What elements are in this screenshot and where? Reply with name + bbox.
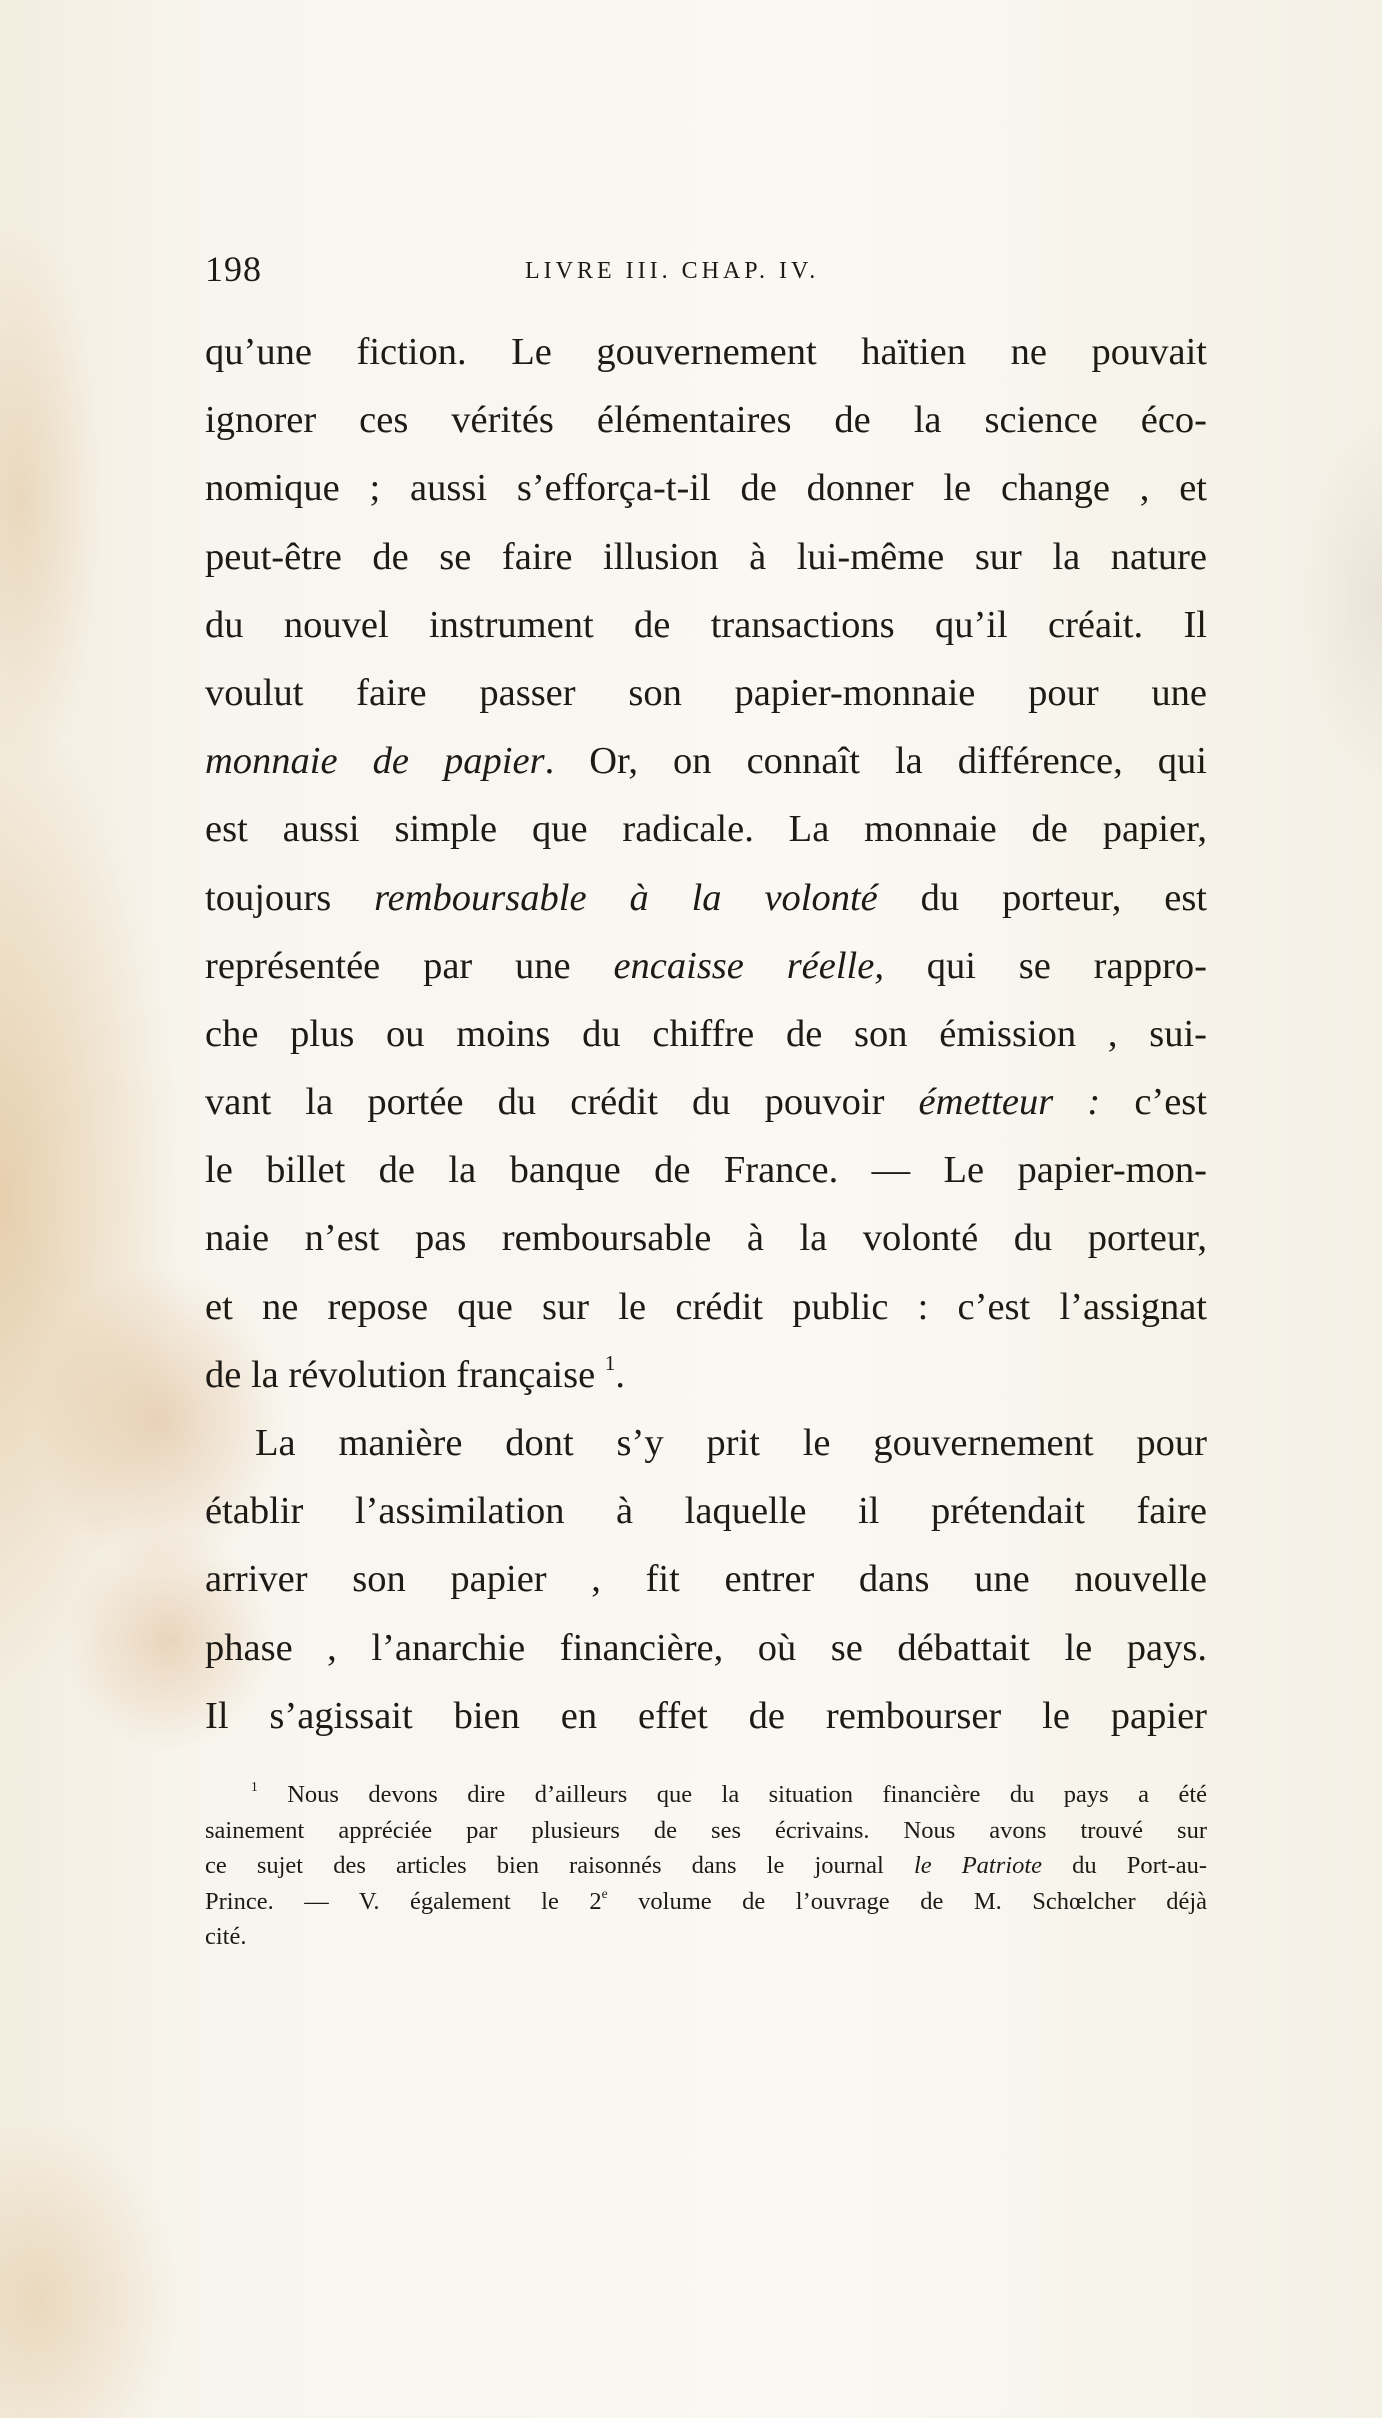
body-line: voulut faire passer son papier-monnaie pour une [205,671,1207,714]
body-line: arriver son papier , fit entrer dans une nouvelle [205,1558,1207,1601]
body-line: peut-être de se faire illusion à lui-même sur la nature [205,535,1207,578]
footnote-line: $^1$ Nous devons dire d’ailleurs que la situation financière du pays a été [251,1779,1207,1808]
footnote-line: sainement appréciée par plusieurs de ses écrivains. Nous avons trouvé sur [205,1816,1207,1844]
body-line: nomique ; aussi s’efforça-t-il de donner le change , et [205,467,1207,510]
paragraph-first-line: La manière dont s’y prit le gouvernement pour [255,1422,1207,1464]
body-line: vant la portée du crédit du pouvoir émetteur : c’est [205,1081,1207,1124]
italic-text: le Patriote [913,1852,1043,1879]
footnote-marker: 1 [251,1779,258,1795]
body-line: est aussi simple que radicale. La monnaie de papier, [205,808,1207,851]
footnotes [205,1777,1207,1955]
body-line: Il s’agissait bien en effet de rembourser le papier [205,1694,1207,1737]
body-line: de la révolution française $^1$. [205,1350,625,1396]
italic-text: remboursable à la volonté [374,876,878,919]
body-line: et ne repose que sur le crédit public : c’est l’assignat [205,1285,1207,1328]
body-line: représentée par une encaisse réelle, qui se rappro- [205,944,1207,987]
body-line: monnaie de papier. Or, on connaît la différence, qui [205,740,1207,783]
superscript: e [601,1885,608,1901]
body-line: ignorer ces vérités élémentaires de la science éco- [205,399,1207,442]
footnote-line: ce sujet des articles bien raisonnés dans le journal le Patriote du Port-au- [205,1852,1207,1879]
footnote-reference[interactable]: 1 [604,1350,616,1375]
body-line: qu’une fiction. Le gouvernement haïtien ne pouvait [205,331,1207,373]
body-text [205,318,1207,1750]
footnote-line: Prince. — V. également le 2e volume de l’ouvrage de M. Schœlcher déjà [205,1885,1208,1915]
body-line: naie n’est pas remboursable à la volonté du porteur, [205,1217,1207,1260]
body-line: phase , l’anarchie financière, où se débattait le pays. [205,1626,1207,1669]
running-head [205,248,1205,300]
body-line: le billet de la banque de France. — Le papier-mon- [205,1149,1207,1192]
chapter-heading: LIVRE III. CHAP. IV. [525,258,820,284]
italic-text: émetteur : [918,1081,1101,1124]
footnote-line: cité. [205,1923,247,1950]
body-line: toujours remboursable à la volonté du porteur, est [205,876,1208,919]
page-number: 198 [205,249,262,289]
body-line: établir l’assimilation à laquelle il prétendait faire [205,1490,1207,1533]
italic-text: monnaie de papier [205,740,545,783]
body-line: che plus ou moins du chiffre de son émission , sui- [205,1012,1207,1055]
body-line: du nouvel instrument de transactions qu’il créait. Il [205,603,1207,646]
italic-text: encaisse réelle, [613,944,884,987]
